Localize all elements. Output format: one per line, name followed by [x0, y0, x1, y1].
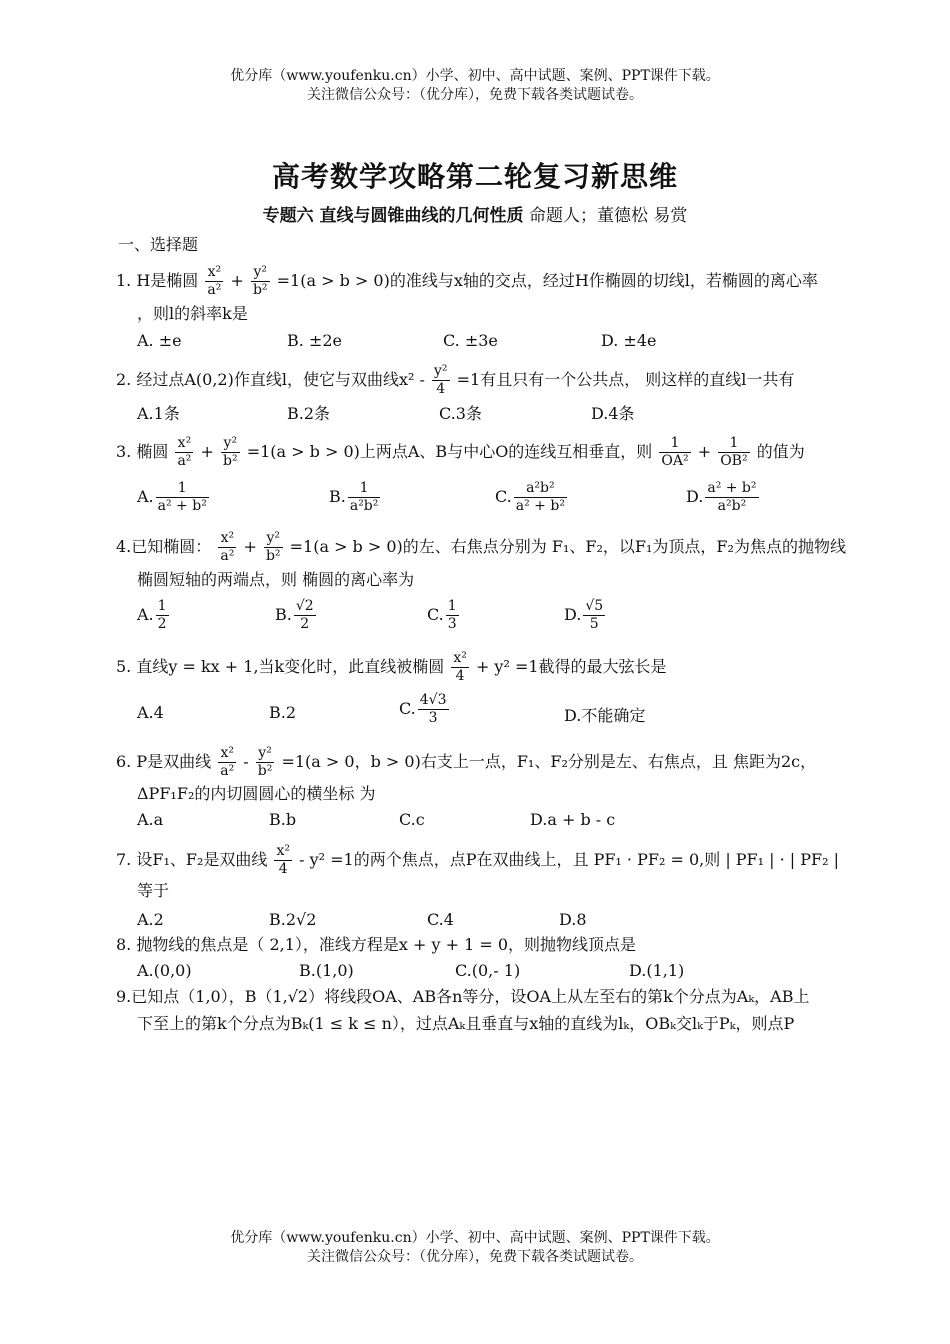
q4-frac-y — [264, 530, 283, 565]
q4-option-d-frac — [583, 598, 605, 633]
section-heading: 一、选择题 — [118, 235, 199, 254]
q5-frac-den: 4 — [455, 668, 465, 684]
question-2 — [116, 363, 794, 398]
q3-option-b-den: a²b² — [349, 498, 379, 514]
q3-text-a: 3. 椭圆 — [116, 442, 169, 461]
q4-option-a-frac — [156, 598, 169, 633]
q3-frac-x — [175, 435, 193, 470]
q7-option-b: B.2√2 — [269, 910, 317, 929]
q2-frac — [432, 363, 450, 398]
q4-frac-y-num: y² — [264, 530, 283, 548]
q5-option-d: D.不能确定 — [564, 706, 646, 725]
q8-option-d: D.(1,1) — [629, 961, 685, 980]
q3-frac-oa-num: 1 — [659, 435, 690, 453]
q1-option-d: D. ±4e — [601, 331, 657, 350]
q4-plus: + — [243, 537, 257, 556]
q3-plus-2: + — [697, 442, 712, 461]
q7-frac — [274, 843, 292, 878]
question-5 — [116, 650, 667, 685]
q6-option-b: B.b — [269, 810, 297, 829]
q4-option-c-label: C. — [427, 605, 444, 624]
q5-option-c-den: 3 — [428, 710, 438, 726]
q3-option-a-den: a² + b² — [157, 498, 207, 514]
q4-option-d-den: 5 — [589, 616, 599, 632]
q4-option-c-den: 3 — [447, 616, 457, 632]
q2-option-a: A.1条 — [137, 404, 180, 423]
q1-option-b: B. ±2e — [287, 331, 342, 350]
q4-option-b-label: B. — [275, 605, 292, 624]
q4-option-b-frac — [294, 598, 316, 633]
q1-frac-y-num: y² — [251, 264, 270, 282]
footer-line-2: 关注微信公众号：（优分库），免费下载各类试题试卷。 — [307, 1249, 643, 1265]
q2-text-a: 2. 经过点A(0,2)作直线l，使它与双曲线x² - — [116, 370, 425, 389]
q2-text-c: =1有且只有一个公共点， 则这样的直线l一共有 — [456, 370, 795, 389]
q6-line-2: ΔPF₁F₂的内切圆圆心的横坐标 为 — [137, 784, 376, 803]
q1-frac-y — [251, 264, 270, 299]
q3-frac-ob — [718, 435, 749, 470]
q9-line-2: 下至上的第k个分点为Bₖ(1 ≤ k ≤ n），过点Aₖ且垂直与x轴的直线为lₖ，OBₖ交lₖ于Pₖ，则点P — [137, 1014, 795, 1033]
q3-option-c — [495, 480, 569, 515]
q4-option-c-num: 1 — [447, 598, 457, 614]
header-line-1: 优分库（www.youfenku.cn）小学、初中、高中试题、案例、PPT课件下载。 — [230, 68, 720, 84]
q2-option-d: D.4条 — [591, 404, 635, 423]
q5-option-a: A.4 — [137, 703, 164, 722]
q3-frac-y — [221, 435, 240, 470]
q3-option-c-den: a² + b² — [515, 498, 565, 514]
q4-option-d-num: √5 — [585, 598, 604, 614]
q2-frac-num: y² — [433, 363, 448, 379]
q4-text-c: =1(a > b > 0)的左、右焦点分别为 F₁、F₂，以F₁为顶点，F₂为焦点的抛物线 — [289, 537, 846, 556]
q1-option-c: C. ±3e — [443, 331, 498, 350]
q6-minus: - — [243, 752, 249, 771]
q3-option-d-num: a² + b² — [707, 480, 757, 496]
q2-option-b: B.2条 — [287, 404, 331, 423]
q3-option-a — [137, 480, 211, 515]
q6-frac-x — [218, 745, 236, 780]
q6-option-a: A.a — [137, 810, 164, 829]
q3-option-a-num: 1 — [156, 480, 209, 498]
q3-text-c: =1(a > b > 0)上两点A、B与中心O的连线互相垂直，则 — [246, 442, 653, 461]
q1-text-c: =1(a > b > 0)的准线与x轴的交点，经过H作椭圆的切线l，若椭圆的离心率 — [276, 271, 818, 290]
q4-option-a-den: 2 — [157, 616, 167, 632]
q5-option-c-frac — [418, 692, 449, 727]
q5-frac-num: x² — [453, 650, 467, 666]
q4-option-a — [137, 598, 171, 633]
q2-frac-den: 4 — [436, 381, 446, 397]
q4-frac-y-den: b² — [265, 548, 281, 564]
q4-option-a-num: 1 — [157, 598, 167, 614]
q8-option-a: A.(0,0) — [137, 961, 192, 980]
question-9: 9.已知点（1,0），B（1,√2）将线段OA、AB各n等分，设OA上从左至右的第k个分点为Aₖ，AB上 — [116, 987, 810, 1006]
q6-option-c: C.c — [399, 810, 425, 829]
q1-option-a: A. ±e — [137, 331, 182, 350]
q3-option-a-frac — [156, 480, 209, 515]
q6-frac-y — [256, 745, 275, 780]
q1-frac-x-num: x² — [205, 264, 223, 282]
q5-option-c — [399, 692, 451, 727]
q4-option-b-num: √2 — [295, 598, 314, 614]
q4-option-d-label: D. — [564, 605, 582, 624]
question-3 — [116, 435, 805, 470]
page-header — [0, 67, 950, 105]
q4-option-a-label: A. — [137, 605, 154, 624]
q3-option-a-label: A. — [137, 487, 154, 506]
q5-option-b: B.2 — [269, 703, 297, 722]
q6-frac-y-num: y² — [256, 745, 275, 763]
q3-option-b-num: 1 — [348, 480, 381, 498]
q4-option-c — [427, 598, 461, 633]
q4-option-d — [564, 598, 607, 633]
subtitle-authors: 命题人；董德松 易赏 — [528, 206, 688, 226]
q1-line-2: ，则l的斜率k是 — [137, 304, 248, 323]
question-7 — [116, 843, 839, 878]
q7-option-c: C.4 — [427, 910, 454, 929]
question-1 — [116, 264, 818, 299]
q7-frac-den: 4 — [278, 861, 288, 877]
q3-option-d-den: a²b² — [717, 498, 747, 514]
q1-frac-x — [205, 264, 223, 299]
q7-text-a: 7. 设F₁、F₂是双曲线 — [116, 850, 268, 869]
q6-text-a: 6. P是双曲线 — [116, 752, 212, 771]
q6-option-d: D.a + b - c — [530, 810, 616, 829]
document-subtitle — [0, 201, 950, 226]
q5-text-c: + y² =1截得的最大弦长是 — [475, 657, 667, 676]
q3-frac-y-num: y² — [221, 435, 240, 453]
q3-option-d-label: D. — [686, 487, 704, 506]
q4-line-2: 椭圆短轴的两端点，则 椭圆的离心率为 — [137, 570, 415, 589]
q4-option-b-den: 2 — [300, 616, 310, 632]
q5-frac — [451, 650, 469, 685]
question-8: 8. 抛物线的焦点是（ 2,1），准线方程是x + y + 1 = 0，则抛物线顶点是 — [116, 935, 637, 954]
q7-line-2: 等于 — [137, 881, 170, 900]
q6-frac-x-num: x² — [218, 745, 236, 763]
q3-frac-x-den: a² — [177, 453, 192, 469]
q4-frac-x — [218, 530, 236, 565]
q3-frac-ob-num: 1 — [718, 435, 749, 453]
header-line-2: 关注微信公众号：（优分库），免费下载各类试题试卷。 — [307, 87, 643, 103]
q7-option-d: D.8 — [559, 910, 587, 929]
q3-option-c-label: C. — [495, 487, 512, 506]
q1-text-a: 1. H是椭圆 — [116, 271, 199, 290]
q4-option-c-frac — [446, 598, 459, 633]
q8-option-b: B.(1,0) — [299, 961, 354, 980]
q7-frac-num: x² — [276, 843, 290, 859]
q1-frac-x-den: a² — [207, 282, 222, 298]
q3-option-b-label: B. — [329, 487, 346, 506]
q3-option-c-frac — [514, 480, 567, 515]
q8-option-c: C.(0,- 1) — [455, 961, 521, 980]
q3-text-e: 的值为 — [756, 442, 805, 461]
page-footer — [0, 1229, 950, 1267]
q6-frac-x-den: a² — [220, 763, 235, 779]
q4-text-a: 4.已知椭圆： — [116, 537, 212, 556]
q3-frac-oa — [659, 435, 690, 470]
q3-option-c-num: a²b² — [514, 480, 567, 498]
footer-line-1: 优分库（www.youfenku.cn）小学、初中、高中试题、案例、PPT课件下载。 — [230, 1230, 720, 1246]
q5-text-a: 5. 直线y = kx + 1,当k变化时，此直线被椭圆 — [116, 657, 445, 676]
q3-option-b-frac — [348, 480, 381, 515]
q3-frac-ob-den: OB² — [720, 453, 748, 469]
q3-frac-x-num: x² — [175, 435, 193, 453]
q5-option-c-label: C. — [399, 699, 416, 718]
q3-option-b — [329, 480, 382, 515]
q3-frac-oa-den: OA² — [661, 453, 689, 469]
q1-plus: + — [230, 271, 244, 290]
q4-option-b — [275, 598, 318, 633]
question-6 — [116, 745, 816, 780]
q3-option-d-frac — [705, 480, 758, 515]
q3-frac-y-den: b² — [223, 453, 238, 469]
q1-frac-y-den: b² — [252, 282, 268, 298]
q3-option-d — [686, 480, 761, 515]
q4-frac-x-den: a² — [220, 548, 235, 564]
q5-option-c-num: 4√3 — [419, 692, 447, 708]
subtitle-topic: 专题六 直线与圆锥曲线的几何性质 — [262, 206, 524, 226]
q4-frac-x-num: x² — [218, 530, 236, 548]
question-4 — [116, 530, 846, 565]
q7-option-a: A.2 — [137, 910, 164, 929]
q2-option-c: C.3条 — [439, 404, 482, 423]
q6-frac-y-den: b² — [257, 763, 273, 779]
document-title: 高考数学攻略第二轮复习新思维 — [271, 160, 678, 193]
q7-text-c: - y² =1的两个焦点，点P在双曲线上，且 PF₁ · PF₂ = 0,则 | PF₁ | · | PF₂ | — [299, 850, 840, 869]
q6-text-c: =1(a > 0，b > 0)右支上一点，F₁、F₂分别是左、右焦点，且 焦距为2c， — [281, 752, 817, 771]
q3-plus: + — [200, 442, 214, 461]
